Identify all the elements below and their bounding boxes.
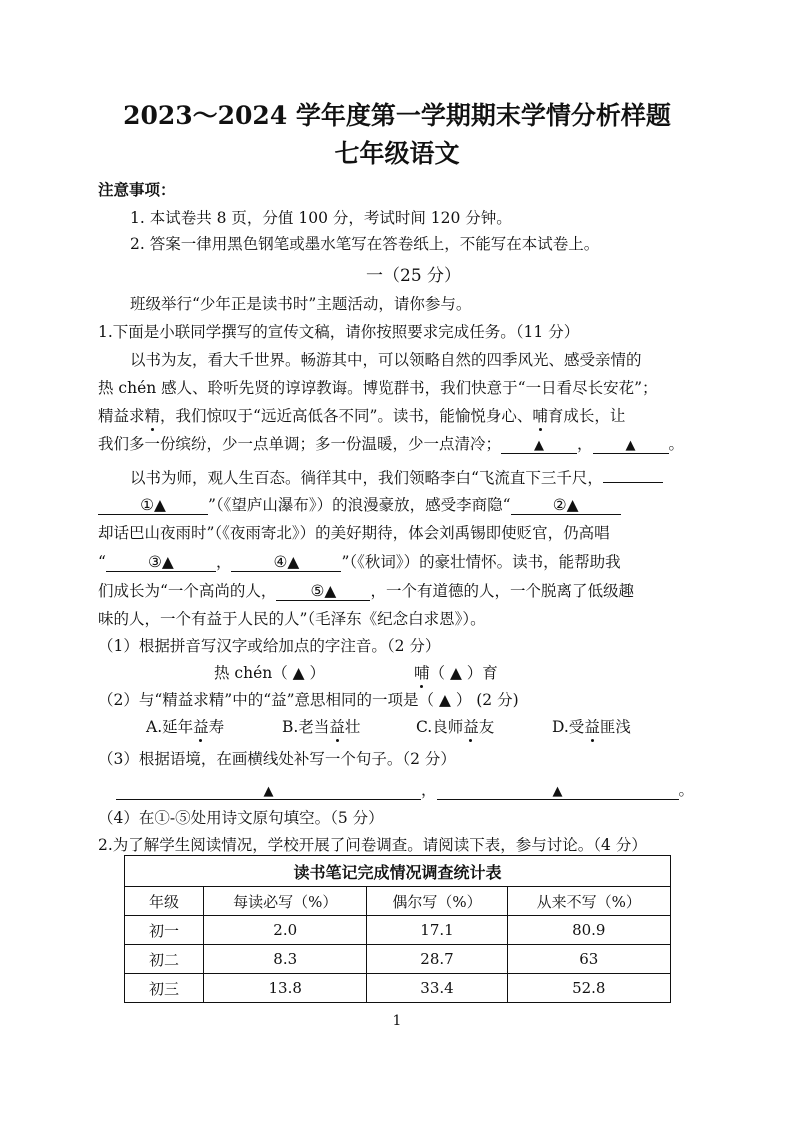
passage-line [98, 550, 621, 572]
passage-line: 味的人，一个有益于人民的人”（毛泽东《纪念白求恩》）。 [98, 610, 486, 628]
text-segment: ”（《秋词》）的豪壮情怀。读书，能帮助我 [341, 553, 621, 571]
answer-blank-5[interactable]: ⑤▲ [276, 582, 370, 601]
table-cell: 28.7 [367, 945, 507, 974]
answer-blank-1[interactable]: ①▲ [98, 496, 208, 515]
table-cell: 17.1 [367, 916, 507, 945]
sub-question-3-stem: （3）根据语境，在画横线处补写一个句子。（2 分） [98, 750, 456, 768]
text-segment: ，我们惊叹于“远近高低各不同”。读书，能愉悦身心、 [160, 407, 533, 425]
table-row [125, 945, 671, 974]
text-segment: ，一个有道德的人，一个脱离了低级趣 [370, 582, 634, 600]
dotted-character: 哺 [414, 661, 430, 683]
text-segment: ， [577, 435, 593, 453]
table-cell: 63 [507, 945, 670, 974]
table-cell: 80.9 [507, 916, 670, 945]
table-caption: 读书笔记完成情况调查统计表 [125, 856, 671, 887]
passage-line: 却话巴山夜雨时”（《夜雨寄北》）的美好期待，体会刘禹锡即使贬官，仍高唱 [98, 524, 610, 542]
option-c[interactable] [416, 715, 494, 737]
text-segment: 育成长，让 [547, 407, 626, 425]
text-segment: ”（《望庐山瀑布》）的浪漫豪放，感受李商隐“ [208, 496, 511, 514]
dotted-character: 益 [463, 715, 479, 737]
question-1-stem: 1.下面是小联同学撰写的宣传文稿，请你按照要求完成任务。（11 分） [98, 323, 580, 341]
answer-blank[interactable]: ▲ [501, 435, 577, 454]
section-intro: 班级举行“少年正是读书时”主题活动，请你参与。 [130, 295, 472, 313]
option-text: A.延年 [146, 718, 194, 736]
sub-question-1-stem: （1）根据拼音写汉字或给加点的字注音。（2 分） [98, 637, 441, 655]
exam-subject: 七年级语文 [334, 139, 460, 168]
text-segment: 。 [668, 435, 685, 453]
table-header-row [125, 887, 671, 916]
sub-question-1-item-b [414, 661, 498, 683]
text-segment: ， [215, 553, 232, 571]
column-header: 偶尔写（%） [367, 887, 507, 916]
text-segment: 。 [678, 781, 695, 799]
passage-line [130, 464, 663, 488]
option-text: 匪浅 [599, 718, 631, 736]
answer-blank-3[interactable]: ③▲ [106, 553, 216, 572]
text-segment: 们成长为“一个高尚的人， [98, 582, 277, 600]
option-text: D.受 [552, 718, 585, 736]
survey-table [124, 855, 671, 1003]
text-segment: 精益求 [98, 407, 145, 425]
table-cell: 8.3 [204, 945, 367, 974]
exam-title: 2023～2024 学年度第一学期期末学情分析样题 [123, 101, 671, 130]
notice-heading: 注意事项： [98, 180, 176, 199]
option-b[interactable] [282, 715, 360, 737]
table-cell: 初三 [125, 974, 204, 1003]
option-text: B.老当 [282, 718, 330, 736]
text-segment: （ ▲ ）育 [429, 664, 498, 682]
text-segment: 以书为师，观人生百态。徜徉其中，我们领略李白“飞流直下三千尺， [130, 469, 603, 487]
table-cell: 初一 [125, 916, 204, 945]
question-2-stem: 2.为了解学生阅读情况，学校开展了问卷调查。请阅读下表，参与讨论。（4 分） [98, 836, 647, 854]
option-text: C.良师 [416, 718, 464, 736]
column-header: 年级 [125, 887, 204, 916]
option-d[interactable] [552, 715, 631, 737]
answer-blank[interactable] [603, 464, 663, 483]
passage-line: 热 chén 感人、聆听先贤的谆谆教诲。博览群书，我们快意于“一日看尽长安花”； [98, 379, 658, 397]
answer-blank[interactable]: ▲ [437, 781, 679, 800]
option-text: 壮 [344, 718, 361, 736]
passage-line [98, 432, 684, 454]
sub-question-3-answer-line [116, 778, 694, 800]
table-cell: 52.8 [507, 974, 670, 1003]
text-segment: ， [421, 781, 437, 799]
dotted-character: 精 [145, 404, 161, 426]
option-a[interactable] [146, 715, 224, 737]
option-text: 寿 [208, 718, 225, 736]
option-text: 友 [478, 718, 495, 736]
sub-question-4-stem: （4）在①-⑤处用诗文原句填空。（5 分） [98, 809, 384, 827]
passage-line: 以书为友，看大千世界。畅游其中，可以领略自然的四季风光、感受亲情的 [130, 351, 642, 369]
table-cell: 2.0 [204, 916, 367, 945]
table-cell: 13.8 [204, 974, 367, 1003]
column-header: 每读必写（%） [204, 887, 367, 916]
answer-blank[interactable]: ▲ [593, 435, 669, 454]
answer-blank-4[interactable]: ④▲ [231, 553, 341, 572]
sub-question-2-stem: （2）与“精益求精”中的“益”意思相同的一项是（ ▲ ） (2 分) [98, 691, 519, 709]
text-segment: “ [98, 553, 106, 571]
section-title: 一（25 分） [366, 266, 462, 286]
dotted-character: 哺 [532, 404, 548, 426]
page-number: 1 [392, 1013, 402, 1029]
answer-blank[interactable]: ▲ [116, 781, 421, 800]
answer-blank-2[interactable]: ②▲ [511, 496, 621, 515]
sub-question-1-item-a: 热 chén（ ▲ ） [214, 664, 326, 682]
column-header: 从来不写（%） [507, 887, 670, 916]
table-cell: 33.4 [367, 974, 507, 1003]
passage-line [98, 493, 621, 515]
table-row [125, 916, 671, 945]
notice-item-2: 2. 答案一律用黑色钢笔或墨水笔写在答卷纸上，不能写在本试卷上。 [130, 235, 600, 253]
passage-line [98, 404, 625, 426]
dotted-character: 益 [584, 715, 600, 737]
dotted-character: 益 [329, 715, 345, 737]
table-row [125, 974, 671, 1003]
table-cell: 初二 [125, 945, 204, 974]
dotted-character: 益 [193, 715, 209, 737]
text-segment: 我们多一份缤纷，少一点单调；多一份温暖，少一点清冷； [98, 435, 502, 453]
passage-line [98, 579, 634, 601]
notice-item-1: 1. 本试卷共 8 页，分值 100 分，考试时间 120 分钟。 [130, 209, 512, 227]
